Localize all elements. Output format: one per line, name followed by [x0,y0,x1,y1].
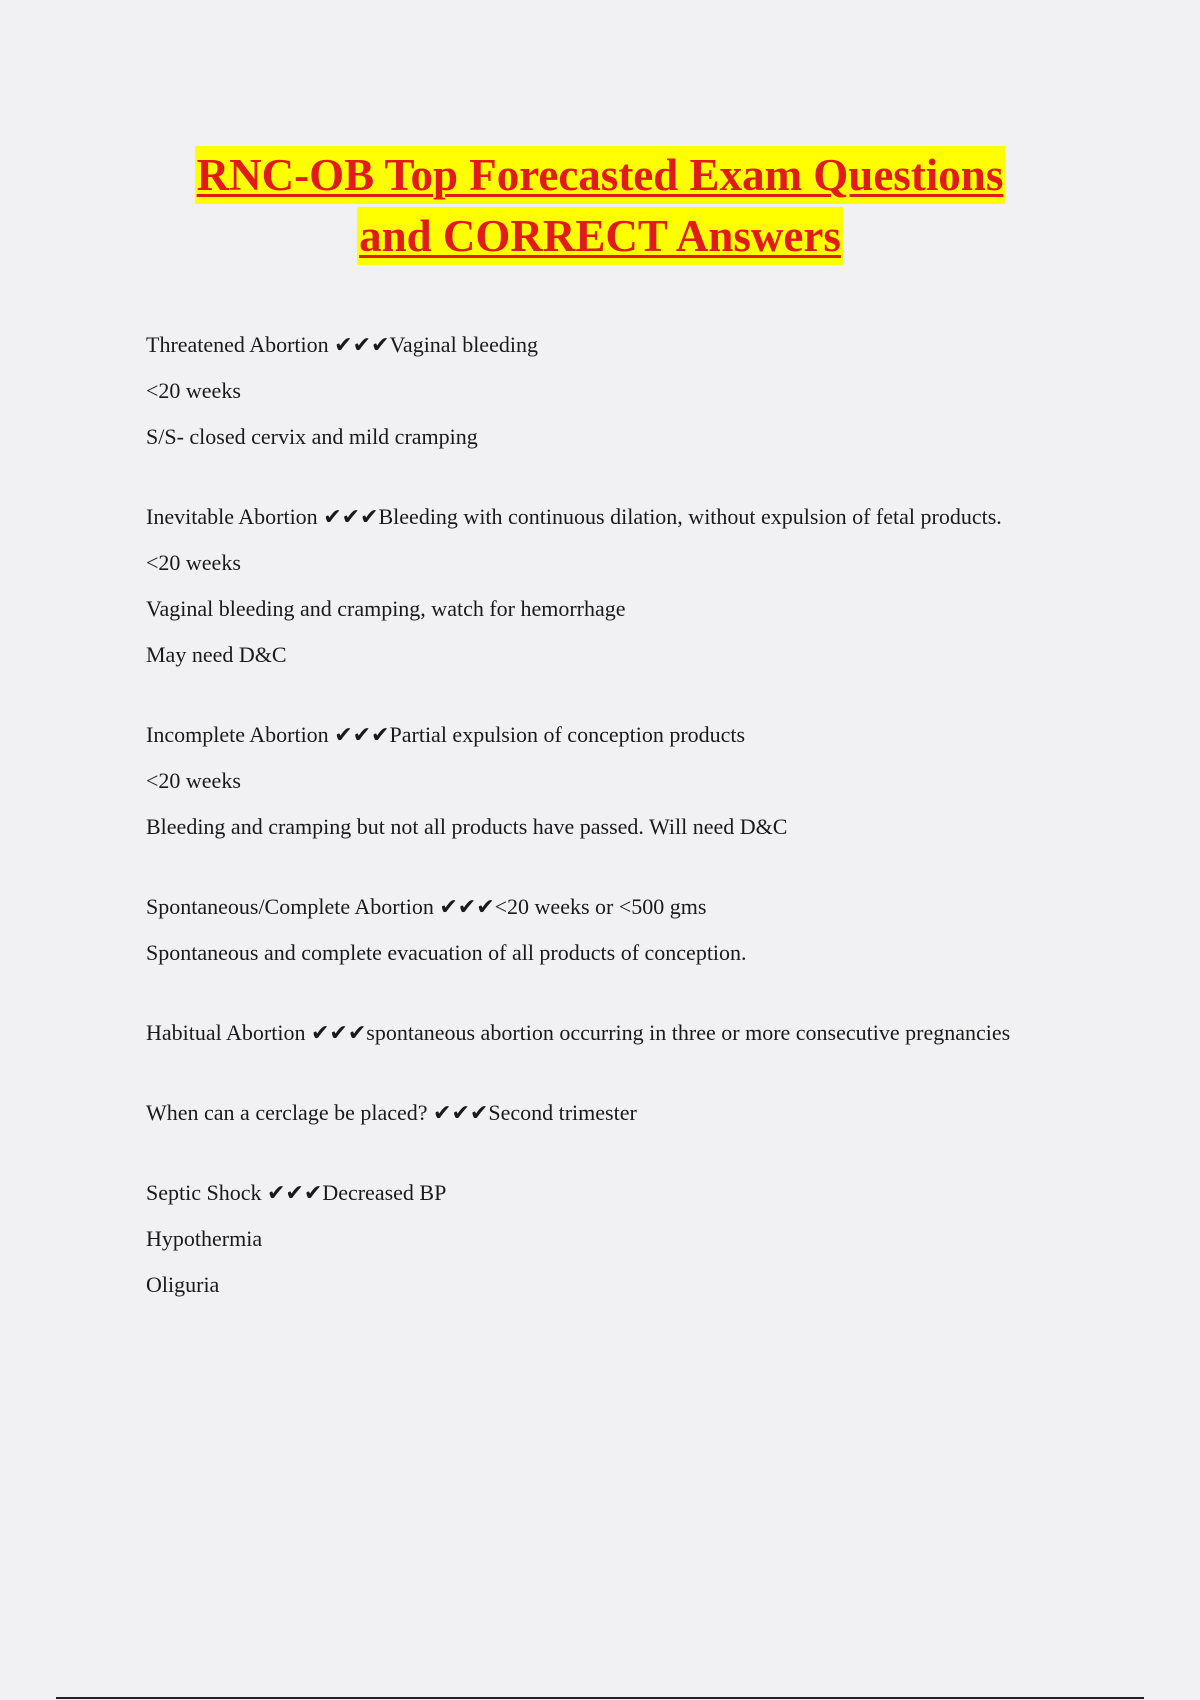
question-text: When can a cerclage be placed? [146,1100,428,1125]
answer-text: Decreased BP [322,1180,447,1205]
qa-question-line [146,330,1046,360]
qa-item [146,892,1046,968]
page-bottom-rule [56,1697,1144,1699]
checkmark-icon: ✔✔✔ [334,332,390,357]
qa-item [146,1178,1046,1300]
answer-text: Second trimester [488,1100,637,1125]
question-text: Septic Shock [146,1180,262,1205]
checkmark-icon: ✔✔✔ [323,504,379,529]
answer-detail: Spontaneous and complete evacuation of all products of conception. [146,940,747,965]
qa-item [146,1098,1046,1128]
question-text: Threatened Abortion [146,332,329,357]
answer-detail: <20 weeks [146,768,241,793]
answer-text: Partial expulsion of conception products [389,722,746,747]
question-text: Incomplete Abortion [146,722,329,747]
qa-item [146,502,1046,670]
answer-detail: Hypothermia [146,1226,263,1251]
qa-item [146,330,1046,452]
answer-text: Bleeding with continuous dilation, without expulsion of fetal products. [378,504,1002,529]
qa-question-line [146,1178,1046,1208]
checkmark-icon: ✔✔✔ [334,722,390,747]
answer-detail: May need D&C [146,642,287,667]
answer-detail: <20 weeks [146,378,241,403]
checkmark-icon: ✔✔✔ [439,894,495,919]
qa-question-line [146,892,1046,922]
answer-text: Vaginal bleeding [389,332,538,357]
title-line-1: RNC-OB Top Forecasted Exam Questions [195,146,1006,204]
answer-detail: <20 weeks [146,550,241,575]
answer-detail: Bleeding and cramping but not all products have passed. Will need D&C [146,814,788,839]
question-text: Spontaneous/Complete Abortion [146,894,434,919]
qa-item [146,720,1046,842]
qa-question-line [146,1018,1046,1048]
qa-question-line [146,720,1046,750]
title-line-2: and CORRECT Answers [357,207,843,265]
qa-list [146,330,1046,1316]
question-text: Inevitable Abortion [146,504,318,529]
checkmark-icon: ✔✔✔ [433,1100,489,1125]
checkmark-icon: ✔✔✔ [310,1020,367,1045]
checkmark-icon: ✔✔✔ [267,1180,323,1205]
qa-question-line [146,502,1046,532]
answer-detail: Oliguria [146,1272,220,1297]
answer-detail: Vaginal bleeding and cramping, watch for hemorrhage [146,596,626,621]
answer-text: spontaneous abortion occurring in three or more consecutive pregnancies [366,1020,1011,1045]
answer-text: <20 weeks or <500 gms [494,894,707,919]
qa-question-line [146,1098,1046,1128]
answer-detail: S/S- closed cervix and mild cramping [146,424,478,449]
question-text: Habitual Abortion [146,1020,306,1045]
qa-item [146,1018,1046,1048]
document-title [0,146,1200,268]
